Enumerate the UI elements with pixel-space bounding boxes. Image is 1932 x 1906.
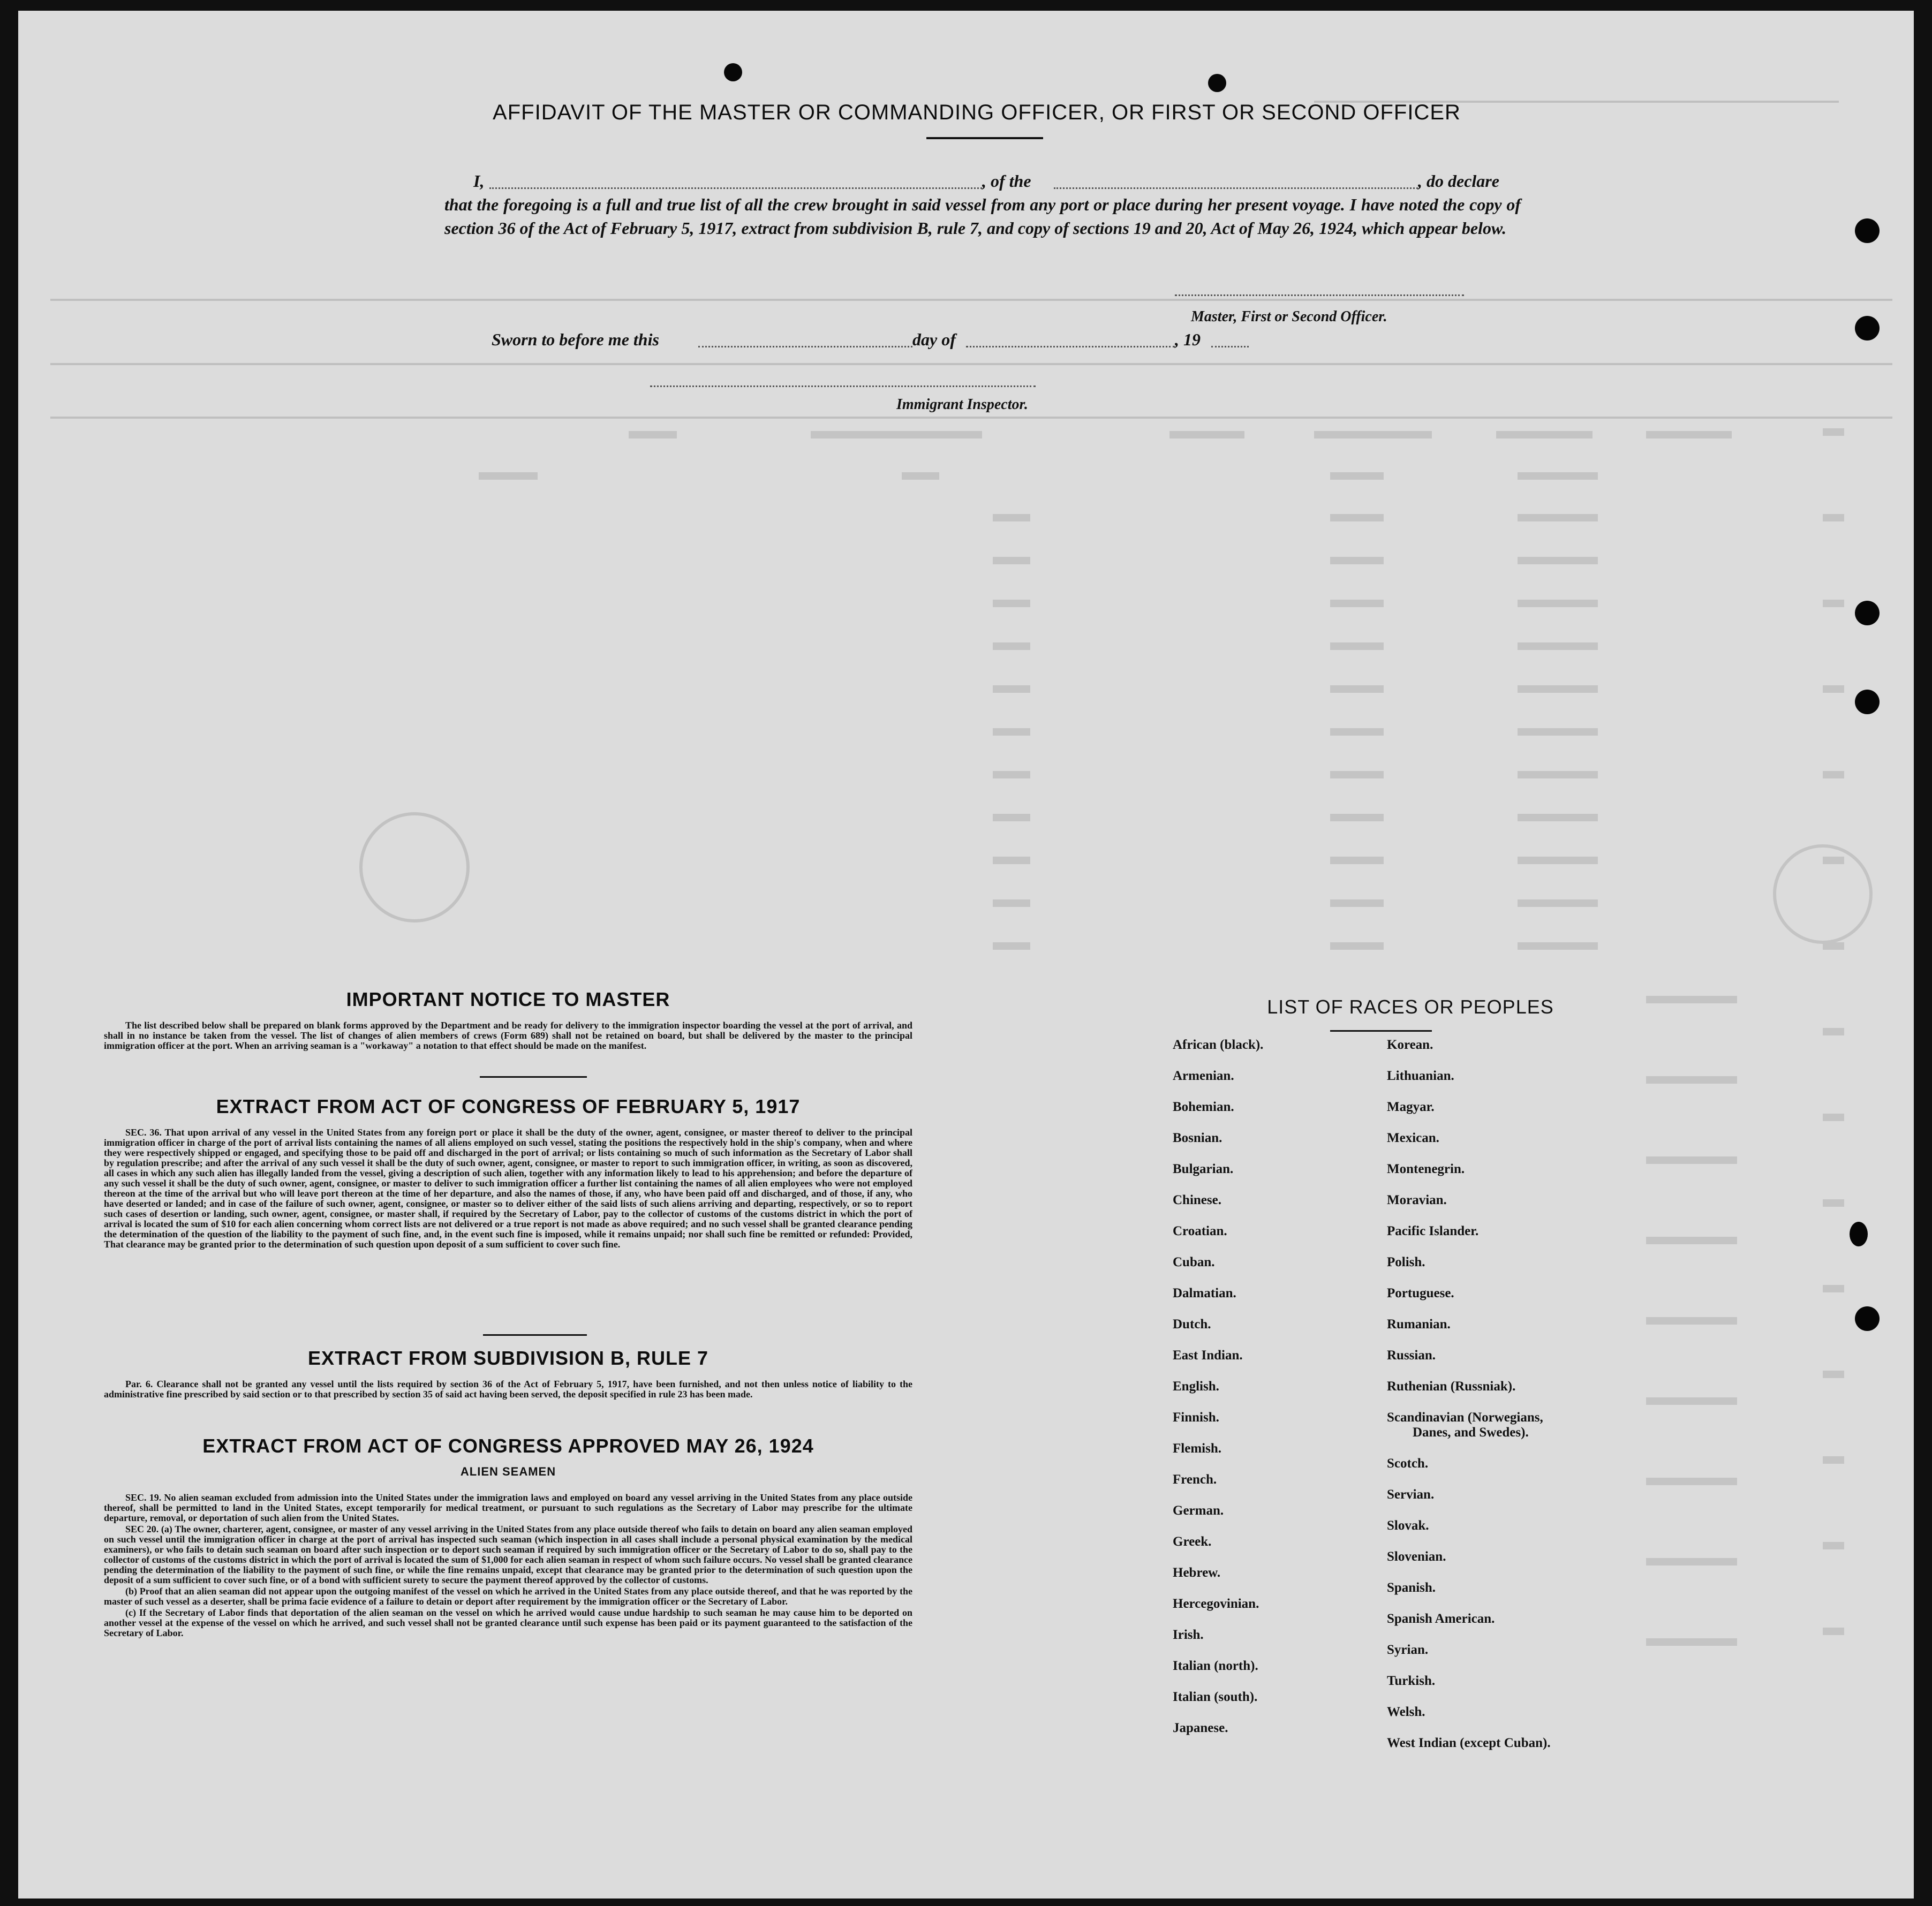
races-title-underline bbox=[1330, 1030, 1432, 1032]
rule7-text: Par. 6. Clearance shall not be granted any vessel until the lists required by section 36 of the Act of February 5, 1917, have been furnished, and not then unless notice of liability to the administrative fine prescribed by said section or to that prescribed by section 35 of said act having been served, the deposit specified in rule 23 has been made. bbox=[104, 1379, 912, 1400]
race-item: Slovenian. bbox=[1387, 1549, 1446, 1564]
year-label: , 19 bbox=[1175, 330, 1201, 349]
race-item: Irish. bbox=[1173, 1628, 1204, 1642]
race-item: Croatian. bbox=[1173, 1224, 1227, 1238]
affidavit-title: AFFIDAVIT OF THE MASTER OR COMMANDING OFFICER, OR FIRST OR SECOND OFFICER bbox=[493, 101, 1461, 124]
race-item: Portuguese. bbox=[1387, 1286, 1454, 1300]
race-item: African (black). bbox=[1173, 1038, 1264, 1052]
rivet-left bbox=[724, 63, 742, 81]
inspector-label: Immigrant Inspector. bbox=[896, 396, 1028, 413]
race-item: Japanese. bbox=[1173, 1721, 1228, 1735]
race-item: Armenian. bbox=[1173, 1069, 1234, 1083]
race-item: Montenegrin. bbox=[1387, 1162, 1465, 1176]
sworn-label: Sworn to before me this bbox=[492, 330, 659, 349]
affidavit-declare-label: , do declare bbox=[1418, 171, 1499, 191]
race-item: West Indian (except Cuban). bbox=[1387, 1736, 1551, 1750]
race-item: Italian (south). bbox=[1173, 1690, 1258, 1704]
binder-hole bbox=[1855, 1306, 1880, 1331]
race-item: Bohemian. bbox=[1173, 1100, 1234, 1114]
affidavit-body-text: that the foregoing is a full and true list of all the crew brought in said vessel from any port or place during her present voyage. I have noted the copy of section 36 of the Act of February 5, 1917, extract from subdivision B, rule 7, and copy of sections 19 and 20, Act of May 26, 1924, which appear below. bbox=[444, 195, 1521, 238]
race-item: Russian. bbox=[1387, 1348, 1436, 1363]
race-item: East Indian. bbox=[1173, 1348, 1243, 1363]
race-item: Bosnian. bbox=[1173, 1131, 1222, 1145]
races-left-column bbox=[1173, 1038, 1263, 1752]
race-item: Scandinavian (Norwegians, bbox=[1387, 1410, 1543, 1425]
section-divider bbox=[483, 1334, 587, 1336]
inspector-signature-line bbox=[650, 385, 1036, 387]
race-item: Lithuanian. bbox=[1387, 1069, 1454, 1083]
race-item: Rumanian. bbox=[1387, 1317, 1451, 1332]
sworn-month-blank bbox=[966, 346, 1175, 347]
race-item: Pacific Islander. bbox=[1387, 1224, 1479, 1238]
extract-1924-title: EXTRACT FROM ACT OF CONGRESS APPROVED MAY 26, 1924 bbox=[202, 1435, 814, 1457]
extract-1924-text-block bbox=[104, 1493, 912, 1639]
race-item: German. bbox=[1173, 1503, 1224, 1518]
vessel-blank bbox=[1054, 187, 1418, 189]
race-item: Spanish American. bbox=[1387, 1612, 1495, 1626]
affidavit-i-label: I, bbox=[473, 171, 485, 191]
race-item: Scotch. bbox=[1387, 1456, 1429, 1471]
rule7-text-block bbox=[104, 1379, 912, 1401]
race-item: Hercegovinian. bbox=[1173, 1597, 1259, 1611]
race-item: Hebrew. bbox=[1173, 1565, 1221, 1580]
race-item: Chinese. bbox=[1173, 1193, 1221, 1207]
sworn-year-blank bbox=[1211, 346, 1249, 347]
sec20b-text: (b) Proof that an alien seaman did not appear upon the outgoing manifest of the vessel on which he arrived in the United States from any place outside thereof, and that he was reported by the master of such vessel as a deserter, shall be prima facie evidence of a failure to detain or deport after requirement by the immigration officer or the Secretary of Labor. bbox=[104, 1586, 912, 1607]
race-item: Greek. bbox=[1173, 1534, 1212, 1549]
race-item: Italian (north). bbox=[1173, 1659, 1258, 1673]
binder-hole bbox=[1855, 218, 1880, 243]
day-of-label: day of bbox=[912, 330, 956, 349]
race-item: Turkish. bbox=[1387, 1674, 1436, 1688]
extract-1917-text-block bbox=[104, 1128, 912, 1251]
notice-text-block bbox=[104, 1020, 912, 1052]
race-item: Ruthenian (Russniak). bbox=[1387, 1379, 1516, 1394]
race-item: Welsh. bbox=[1387, 1705, 1425, 1719]
race-item: Cuban. bbox=[1173, 1255, 1215, 1269]
rule7-title: EXTRACT FROM SUBDIVISION B, RULE 7 bbox=[307, 1347, 709, 1369]
race-item: Dalmatian. bbox=[1173, 1286, 1236, 1300]
section-divider bbox=[480, 1076, 587, 1078]
extract-1917-text: SEC. 36. That upon arrival of any vessel in the United States from any foreign port or place it shall be the duty of the owner, agent, consignee, or master thereof to deliver to the principal immigration officer in charge of the port of arrival lists containing the names of all aliens employed on such vessel, stating the positions the respectively hold in the ship's company, when and where they were respectively shipped or engaged, and specifying those to be paid off and discharged in the port of arrival; or lists containing so much of such information as the Secretary of Labor shall by regulation prescribe; and after the arrival of any such vessel it shall be the duty of such owner, agent, consignee, or master to report to such immigration officer, in writing, as soon as discovered, all cases in which any such alien has illegally landed from the vessel, giving a description of such alien, together with any information likely to lead to his apprehension; and before the departure of any such vessel it shall be the duty of such owner, agent, consignee, or master to deliver to such immigration officer a further list containing the names of all alien employees who were not employed thereon at the time of the arrival but who will leave port thereon at the time of her departure, and also the names of those, if any, who have been paid off and discharged, and of those, if any, who have deserted or landed; and in case of the failure of such owner, agent, consignee, or master so to deliver either of the said lists of such aliens arriving and departing, respectively, or so to report such cases of desertion or landing, such owner, agent, consignee, or master shall, if required by the Secretary of Labor, pay to the collector of customs of the customs district in which the port of arrival is located the sum of $10 for each alien concerning whom correct lists are not delivered or a true report is not made as above required; and no such vessel shall be granted clearance pending the determination of the question of the liability to the payment of such fine, and, in the event such fine is imposed, while it remains unpaid; nor shall such fine be remitted or refunded: Provided, That clearance may be granted prior to the determination of such question upon deposit of a sum sufficient to cover such fine. bbox=[104, 1127, 912, 1250]
binder-hole bbox=[1855, 316, 1880, 341]
race-item: Spanish. bbox=[1387, 1580, 1436, 1595]
race-item: Syrian. bbox=[1387, 1643, 1429, 1657]
race-item: Korean. bbox=[1387, 1038, 1433, 1052]
race-item: Mexican. bbox=[1387, 1131, 1439, 1145]
master-label: Master, First or Second Officer. bbox=[1191, 308, 1387, 325]
sworn-day-blank bbox=[698, 346, 912, 347]
race-item: Bulgarian. bbox=[1173, 1162, 1234, 1176]
sec20c-text: (c) If the Secretary of Labor finds that deportation of the alien seaman on the vessel on which he arrived would cause undue hardship to such seaman he may cause him to be deported on another vessel at the expense of the vessel on which he arrived, and such vessel shall not be granted clearance until such expense has been paid or its payment guaranteed to the satisfaction of the Secretary of Labor. bbox=[104, 1607, 912, 1638]
affidavit-title-underline bbox=[926, 137, 1043, 139]
race-item: Flemish. bbox=[1173, 1441, 1221, 1456]
race-item: Polish. bbox=[1387, 1255, 1425, 1269]
master-signature-line bbox=[1175, 294, 1464, 296]
race-item: Danes, and Swedes). bbox=[1413, 1425, 1529, 1440]
name-blank bbox=[489, 187, 982, 189]
affidavit-of-the-label: , of the bbox=[982, 171, 1031, 191]
document-page bbox=[18, 11, 1914, 1899]
race-item: Moravian. bbox=[1387, 1193, 1447, 1207]
binder-hole bbox=[1855, 690, 1880, 714]
binder-hole bbox=[1850, 1222, 1868, 1246]
notice-title: IMPORTANT NOTICE TO MASTER bbox=[346, 988, 670, 1010]
race-item: English. bbox=[1173, 1379, 1219, 1394]
binder-hole bbox=[1855, 601, 1880, 625]
sec19-text: SEC. 19. No alien seaman excluded from admission into the United States under the immigration laws and employed on board any vessel arriving in the United States from any place outside thereof, shall be permitted to land in the United States, except temporarily for medical treatment, or pursuant to such regulations as the Secretary of Labor may prescribe for the ultimate departure, removal, or deportation of such alien from the United States. bbox=[104, 1492, 912, 1523]
races-title: LIST OF RACES OR PEOPLES bbox=[1267, 996, 1554, 1018]
notice-text: The list described below shall be prepared on blank forms approved by the Department and be ready for delivery to the immigration inspector boarding the vessel at the port of arrival, and shall in no instance be taken from the vessel. The list of changes of alien members of crews (Form 689) shall not be retained on board, but shall be delivered by the master to the principal immigration officer at the port. When an arriving seaman is a "workaway" a notation to that effect should be made on the manifest. bbox=[104, 1020, 912, 1051]
alien-seamen-subtitle: ALIEN SEAMEN bbox=[460, 1465, 556, 1478]
race-item: Dutch. bbox=[1173, 1317, 1211, 1332]
race-item: Servian. bbox=[1387, 1487, 1435, 1502]
rivet-right bbox=[1208, 74, 1226, 92]
race-item: Magyar. bbox=[1387, 1100, 1435, 1114]
race-item: Slovak. bbox=[1387, 1518, 1429, 1533]
sec20a-text: SEC 20. (a) The owner, charterer, agent, consignee, or master of any vessel arriving in the United States from any place outside thereof who fails to detain on board any alien seaman employed on such vessel until the immigration officer in charge at the port of arrival has inspected such seaman (which inspection in all cases shall include a personal physical examination by the medical examiners), or who fails to detain such seaman on board after such inspection or to deport such seaman if required by such immigration officer or the Secretary of Labor to do so, shall pay to the collector of customs of the customs district in which the port of arrival is located the sum of $1,000 for each alien seaman in respect of whom such failure occurs. No vessel shall be granted clearance pending the determination of the liability to the payment of such fine, or while the fine remains unpaid, except that clearance may be granted prior to the determination of such question upon the deposit of a sum sufficient to cover such fine, or of a bond with sufficient surety to secure the payment thereof approved by the collector of customs. bbox=[104, 1524, 912, 1585]
race-item: Finnish. bbox=[1173, 1410, 1219, 1425]
extract-1917-title: EXTRACT FROM ACT OF CONGRESS OF FEBRUARY 5, 1917 bbox=[216, 1095, 801, 1117]
race-item: French. bbox=[1173, 1472, 1217, 1487]
races-right-column bbox=[1387, 1038, 1551, 1767]
